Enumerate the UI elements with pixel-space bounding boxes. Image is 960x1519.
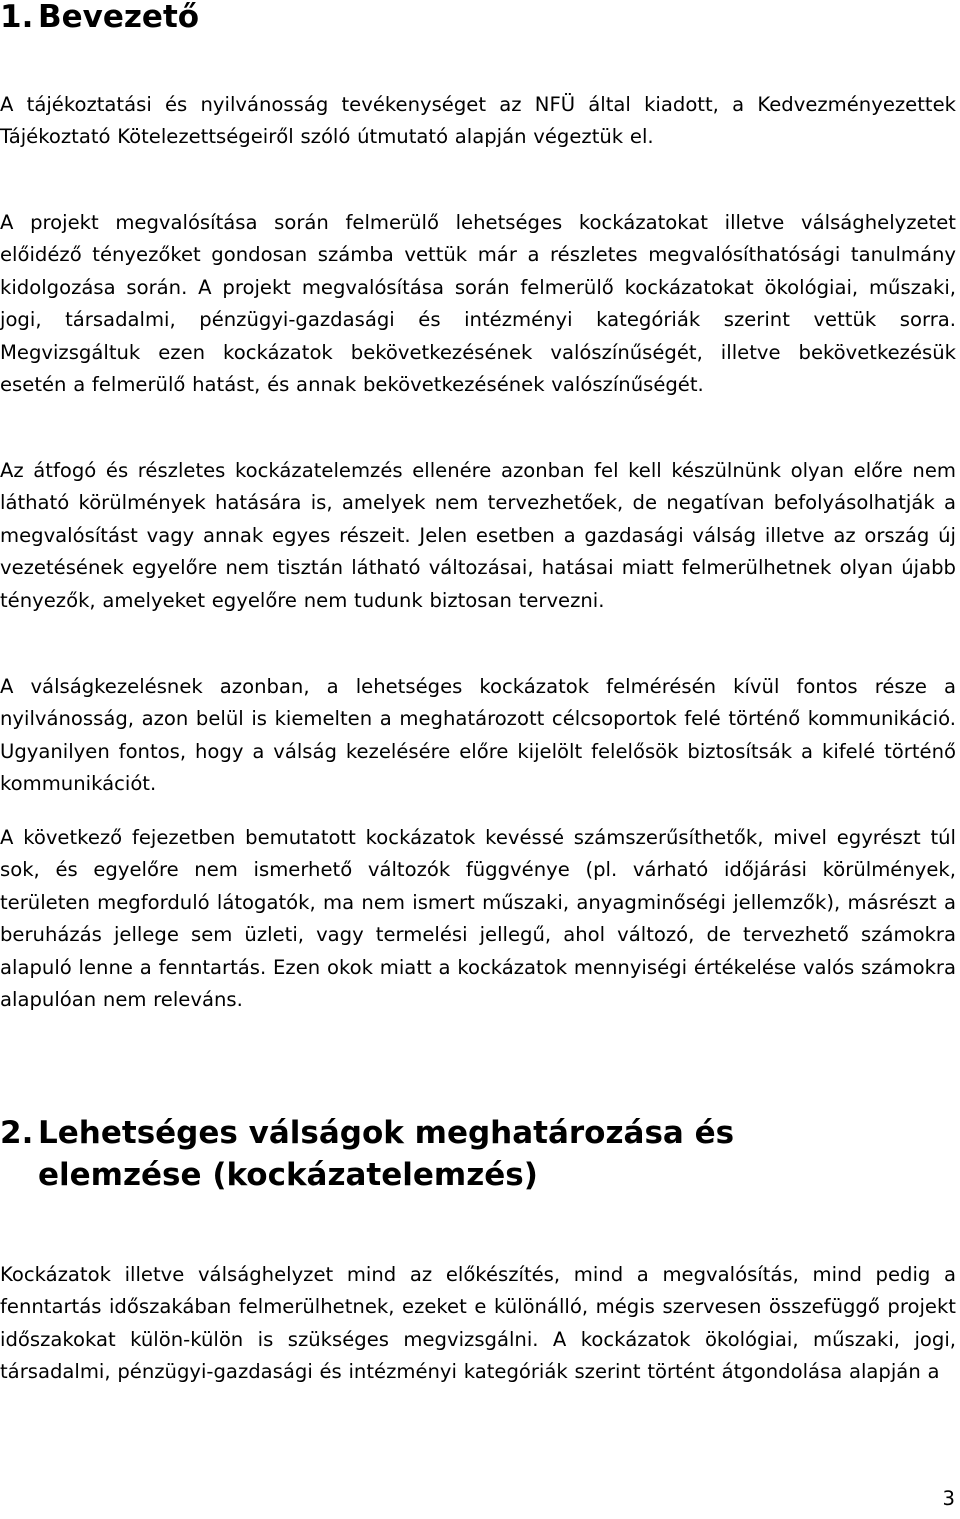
- section-number: 2.: [0, 1115, 34, 1151]
- paragraph-intro-guidelines: A tájékoztatási és nyilvánosság tevékenységet az NFÜ által kiadott, a Kedvezményezettek Tájékoztató Kötelezettségeiről szóló útmutató alapján végeztük el.: [0, 93, 956, 149]
- section-number: 1.: [0, 0, 34, 35]
- paragraph-unforeseen-circumstances: Az átfogó és részletes kockázatelemzés ellenére azonban fel kell készülnünk olyan előre nem látható körülmények hatására is, amelyek nem tervezhetőek, de negatívan befolyásolhatják a megvalósítást vagy annak egyes részeit. Jelen esetben a gazdasági válság illetve az ország új vezetésének egyelőre nem tisztán látható változásai, hatásai miatt felmerülhetnek olyan újabb tényezők, amelyeket egyelőre nem tudunk biztosan tervezni.: [0, 459, 956, 612]
- section-heading-crisis-analysis: [0, 1112, 900, 1196]
- paragraph-crisis-communication: A válságkezelésnek azonban, a lehetséges kockázatok felmérésén kívül fontos része a nyilvánosság, azon belül is kiemelten a meghatározott célcsoportok felé történő kommunikáció. Ugyanilyen fontos, hogy a válság kezelésére előre kijelölt felelősök biztosítsák a kifelé történő kommunikációt.: [0, 675, 956, 796]
- paragraph-risk-assessment: A projekt megvalósítása során felmerülő lehetséges kockázatokat illetve válsághelyzetet előidéző tényezőket gondosan számba vettük már a részletes megvalósíthatósági tanulmány kidolgozása során. A projekt megvalósítása során felmerülő kockázatokat ökológiai, műszaki, jogi, társadalmi, pénzügyi-gazdasági és intézményi kategóriák szerint vettük sorra. Megvizsgáltuk ezen kockázatok bekövetkezésének valószínűségét, illetve bekövetkezésük esetén a felmerülő hatást, és annak bekövetkezésének valószínűségét.: [0, 211, 956, 397]
- section-heading-introduction: [0, 0, 199, 38]
- page-number: 3: [942, 1487, 955, 1510]
- section-title: Bevezető: [38, 0, 200, 35]
- paragraph-quantification: A következő fejezetben bemutatott kockázatok kevéssé számszerűsíthetők, mivel egyrészt túl sok, és egyelőre nem ismerhető változók függvénye (pl. várható időjárási körülmények, területen megforduló látogatók, ma nem ismert műszaki, anyagminőségi jellemzők), másrészt a beruházás jellege sem üzleti, vagy termelési jellegű, ahol változó, de tervezhető számokra alapuló lenne a fenntartás. Ezen okok miatt a kockázatok mennyiségi értékelése valós számokra alapulóan nem releváns.: [0, 826, 956, 1012]
- section-title: Lehetséges válságok meghatározása és elemzése (kockázatelemzés): [38, 1115, 735, 1193]
- paragraph-risk-periods: Kockázatok illetve válsághelyzet mind az előkészítés, mind a megvalósítás, mind pedig a fenntartás időszakában felmerülhetnek, ezeket e különálló, mégis szervesen összefüggő projekt időszakokat külön-külön is szükséges megvizsgálni. A kockázatok ökológiai, műszaki, jogi, társadalmi, pénzügyi-gazdasági és intézményi kategóriák szerint történt átgondolása alapján a: [0, 1263, 956, 1384]
